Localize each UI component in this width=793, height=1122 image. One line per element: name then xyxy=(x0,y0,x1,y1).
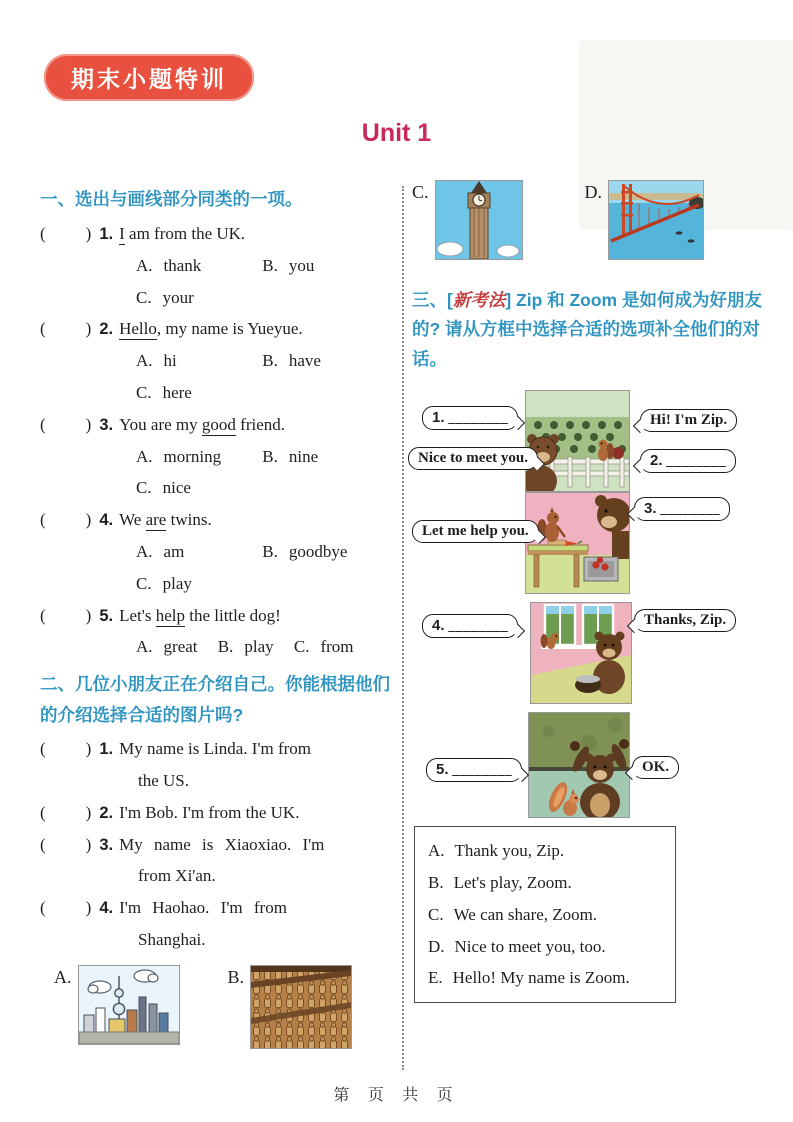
s1-question-2 xyxy=(40,313,398,345)
option-c[interactable]: C. nice xyxy=(136,478,191,498)
option-a[interactable]: A. great xyxy=(136,637,198,657)
image-label-a: A. xyxy=(54,966,72,987)
photo-zip-helps-zoom-cook xyxy=(525,492,630,594)
answer-blank[interactable] xyxy=(46,324,86,334)
page-title: Unit 1 xyxy=(361,119,432,147)
stem: I'm Haohao. I'm from xyxy=(119,898,287,918)
s1-q3-options-row1 xyxy=(40,441,398,473)
s1-q2-options-row1 xyxy=(40,345,398,377)
speech-bubble-nice-to-meet-you: Nice to meet you. xyxy=(408,447,538,470)
s2-q3-line2: from Xi'an. xyxy=(138,866,216,886)
speech-bubble-hi-im-zip: Hi! I'm Zip. xyxy=(640,409,737,432)
answer-blank[interactable] xyxy=(46,229,86,239)
right-column xyxy=(412,180,772,1003)
stem: My name is Xiaoxiao. I'm xyxy=(119,834,325,854)
image-shanghai-skyline[interactable] xyxy=(78,965,180,1045)
image-terracotta-warriors[interactable] xyxy=(250,965,352,1049)
paren-open: ( xyxy=(40,414,46,434)
speech-bubble-blank-4[interactable]: 4. ________ xyxy=(422,614,518,638)
underlined-word: I xyxy=(119,224,125,243)
s1-question-1 xyxy=(40,218,398,250)
stem: Hello, my name is Yueyue. xyxy=(119,319,303,339)
image-label-b: B. xyxy=(227,966,245,987)
photo-zoom-thanks-zip-by-window xyxy=(530,602,632,704)
underlined-word: are xyxy=(145,510,167,530)
speech-bubble-thanks-zip: Thanks, Zip. xyxy=(634,609,736,632)
question-number: 4. xyxy=(99,899,114,918)
speech-bubble-let-me-help: Let me help you. xyxy=(412,520,539,543)
speech-bubble-blank-5[interactable]: 5. ________ xyxy=(426,758,522,782)
option-b[interactable]: B. have xyxy=(262,351,321,371)
series-badge: 期末小题特训 xyxy=(44,54,254,101)
s2-image-choices-cd xyxy=(412,180,772,278)
speech-bubble-ok: OK. xyxy=(632,756,679,779)
s3-option-c[interactable]: C. We can share, Zoom. xyxy=(428,904,598,924)
section1-title: 一、选出与画线部分同类的一项。 xyxy=(40,189,303,209)
s1-q5-options-row xyxy=(40,631,398,663)
option-a[interactable]: A. am xyxy=(136,541,185,561)
answer-blank[interactable] xyxy=(46,515,86,525)
speech-bubble-blank-3[interactable]: 3. ________ xyxy=(634,497,730,521)
question-number: 3. xyxy=(99,415,114,434)
photo-zip-meets-zoom-at-fence xyxy=(525,390,630,492)
paren-close: ) xyxy=(85,510,92,530)
s1-q1-options-row1 xyxy=(40,250,398,282)
paren-close: ) xyxy=(85,834,92,854)
s1-question-4 xyxy=(40,504,398,536)
question-number: 4. xyxy=(99,511,114,530)
answer-blank[interactable] xyxy=(46,744,86,754)
image-golden-gate-bridge[interactable] xyxy=(608,180,704,260)
column-divider xyxy=(402,186,404,1070)
underlined-word: Hello xyxy=(119,319,157,339)
s1-q1-options-row2 xyxy=(40,282,398,314)
s1-question-3 xyxy=(40,409,398,441)
paren-close: ) xyxy=(85,224,92,243)
dialog-frame-2 xyxy=(412,492,772,592)
paren-close: ) xyxy=(85,739,92,759)
option-b[interactable]: B. you xyxy=(262,255,315,275)
option-c[interactable]: C. here xyxy=(136,382,192,402)
option-a[interactable]: A. thank xyxy=(136,255,202,275)
dialog-frames xyxy=(412,390,772,816)
paren-close: ) xyxy=(85,414,92,434)
s2-question-1 xyxy=(40,733,398,765)
s3-option-b[interactable]: B. Let's play, Zoom. xyxy=(428,873,572,893)
paren-close: ) xyxy=(85,802,92,822)
question-number: 5. xyxy=(99,606,114,625)
dialog-frame-4 xyxy=(412,712,772,816)
stem: We are twins. xyxy=(119,510,212,530)
paren-open: ( xyxy=(40,802,46,822)
question-number: 1. xyxy=(99,225,114,243)
stem: My name is Linda. I'm from xyxy=(119,739,312,759)
underlined-word: help xyxy=(155,605,185,625)
option-a[interactable]: A. hi xyxy=(136,351,177,371)
answer-blank[interactable] xyxy=(46,903,86,913)
answer-blank[interactable] xyxy=(46,808,86,818)
image-label-c: C. xyxy=(412,182,429,202)
speech-bubble-blank-1[interactable]: 1. ________ xyxy=(422,406,518,430)
paren-open: ( xyxy=(40,605,46,625)
paren-close: ) xyxy=(85,898,92,918)
paren-close: ) xyxy=(85,319,92,339)
stem: Let's help the little dog! xyxy=(119,605,281,625)
new-method-tag: 新考法 xyxy=(452,290,506,310)
page-footer: 第 页 共 页 xyxy=(333,1087,460,1104)
s1-question-5 xyxy=(40,600,398,632)
section3-title: 三、[新考法] Zip 和 Zoom 是如何成为好朋友的? 请从方框中选择合适的选项补全他们的对话。 xyxy=(412,290,762,369)
s1-q2-options-row2 xyxy=(40,377,398,409)
s3-option-e[interactable]: E. Hello! My name is Zoom. xyxy=(428,968,630,988)
option-c[interactable]: C. from xyxy=(293,637,354,657)
s3-options-box xyxy=(414,826,676,1003)
s1-q4-options-row2 xyxy=(40,568,398,600)
answer-blank[interactable] xyxy=(46,840,86,850)
option-c[interactable]: C. your xyxy=(136,287,194,307)
answer-blank[interactable] xyxy=(46,611,86,621)
stem: I'm Bob. I'm from the UK. xyxy=(119,802,300,822)
s3-option-d[interactable]: D. Nice to meet you, too. xyxy=(428,936,606,956)
option-b[interactable]: B. play xyxy=(217,637,274,657)
paren-open: ( xyxy=(40,739,46,759)
paren-close: ) xyxy=(85,605,92,625)
question-number: 2. xyxy=(99,320,114,339)
paren-open: ( xyxy=(40,319,46,339)
paren-open: ( xyxy=(40,898,46,918)
answer-blank[interactable] xyxy=(46,420,86,430)
paren-open: ( xyxy=(40,224,46,243)
s3-option-a[interactable]: A. Thank you, Zip. xyxy=(428,841,565,861)
paren-open: ( xyxy=(40,834,46,854)
speech-bubble-blank-2[interactable]: 2. ________ xyxy=(640,449,736,473)
s1-q3-options-row2 xyxy=(40,472,398,504)
section2-title: 二、几位小朋友正在介绍自己。你能根据他们的介绍选择合适的图片吗? xyxy=(40,674,390,726)
option-b[interactable]: B. nine xyxy=(262,446,319,466)
question-number: 2. xyxy=(99,803,114,822)
s2-question-2 xyxy=(40,797,398,829)
s2-question-4 xyxy=(40,892,398,924)
stem: You are my good friend. xyxy=(119,414,286,434)
s2-question-3 xyxy=(40,829,398,861)
image-label-d: D. xyxy=(584,182,603,202)
left-column xyxy=(40,186,398,1049)
option-c[interactable]: C. play xyxy=(136,573,192,593)
s2-image-choices xyxy=(40,965,398,1049)
s2-q4-line2: Shanghai. xyxy=(138,929,206,949)
s2-q1-line2: the US. xyxy=(138,770,189,790)
dialog-frame-3 xyxy=(412,602,772,702)
photo-zip-invites-zoom-to-play xyxy=(528,712,630,818)
paren-open: ( xyxy=(40,510,46,530)
option-b[interactable]: B. goodbye xyxy=(262,541,348,561)
question-number: 3. xyxy=(99,835,114,854)
image-big-ben[interactable] xyxy=(435,180,523,260)
dialog-frame-1 xyxy=(412,390,772,492)
underlined-word: good xyxy=(201,414,236,434)
question-number: 1. xyxy=(99,740,114,759)
stem: I am from the UK. xyxy=(119,224,246,243)
s1-q4-options-row1 xyxy=(40,536,398,568)
option-a[interactable]: A. morning xyxy=(136,446,222,466)
